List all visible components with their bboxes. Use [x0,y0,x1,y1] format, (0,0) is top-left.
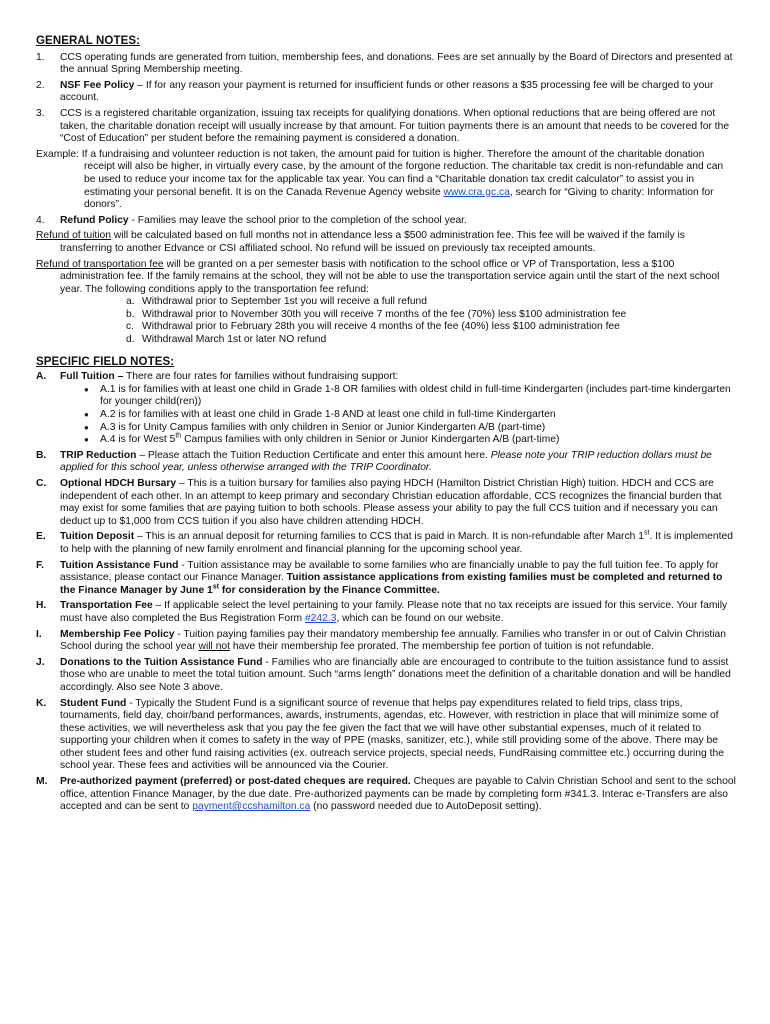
note-text: – If for any reason your payment is returned for insufficient funds or other reasons a $35 processing fee will be charged to your account. [60,79,714,104]
note-title: Pre-authorized payment (preferred) or post-dated cheques are required. [60,776,411,788]
note-title: Student Fund [60,697,127,709]
note-text-after: (no password needed due to AutoDeposit setting). [310,801,542,813]
note-underlined-text: will not [198,641,231,653]
rate-text: A.4 is for West 5 [100,434,176,446]
note-letter: J. [36,656,45,668]
note-letter: A. [36,371,47,383]
note-text: – Please attach the Tuition Reduction Certificate and enter this amount here. [136,449,491,461]
note-text: Cheques are payable to Calvin Christian School and sent to the school office, attention Finance Manager, by the due date. Pre-authorized payments can be made by completing form #341.3. Interac e-Transfers are also accepted and can be sent to [60,776,736,813]
cra-website-link[interactable]: www.cra.gc.ca [443,186,510,198]
example-text: Example: If a fundraising and volunteer reduction is not taken, the amount paid for tuition is higher. Therefore the amount of the charitable donation receipt will also be higher, in virtually every case, by the amount of the forgone reduction. The charitable tax credit is non-refundable and can be used to reduce your income tax for the applicable tax year. You can find a “Charitable donation tax credit calculator” to assist you in estimating your personal benefit. It is on the Canada Revenue Agency website [36,148,724,198]
ordinal-suffix: st [212,583,220,591]
note-title: Full Tuition – [60,371,124,383]
note-bold-text-after: for consideration by the Finance Committee. [219,584,440,596]
example-paragraph [0,149,736,212]
general-note-3 [36,108,736,146]
condition-item [126,309,736,322]
general-note-2 [36,80,736,105]
note-text: - Families may leave the school prior to the completion of the school year. [128,214,467,226]
note-letter: M. [36,776,48,788]
note-letter: H. [36,600,47,612]
condition-marker: b. [126,308,135,320]
note-title: NSF Fee Policy [60,79,135,91]
condition-text: Withdrawal prior to November 30th you will receive 7 months of the fee (70%) less $100 administration fee [142,308,627,320]
field-note-e [36,531,736,556]
document-page [36,35,736,817]
note-text-after: , which can be found on our website. [336,612,504,624]
note-title: Tuition Deposit [60,531,135,543]
payment-email-link[interactable]: payment@ccshamilton.ca [192,801,311,813]
note-text: - Typically the Student Fund is a significant source of revenue that helps pay expenditures related to field trips, class trips, tournaments, field day, choir/band performances, awards, instruments, agendas, etc. However, with restriction in place that will minimize some of these activities, we will nevertheless ask that you pay the fee given the fact that we will have other substantial expenses, much of it related to supporting your children when it comes to safety in the way of PPE (masks, sanitizer, etc.), while still providing some of the above. There may be other student fees and other fund raising activities (ex. outreach service projects, special needs, FundRaising committee etc.) occurring during the school year. These fees and activities will be announced via the Courier. [60,697,724,772]
note-number: 4. [36,214,45,226]
note-title: Transportation Fee [60,600,153,612]
general-note-4 [36,215,736,228]
field-note-a [36,371,736,447]
condition-item [126,334,736,347]
refund-transport-title: Refund of transportation fee [36,258,164,270]
note-title: Optional HDCH Bursary [60,478,177,489]
field-note-h [36,600,736,625]
note-text: – If applicable select the level pertaining to your family. Please note that no tax receipts are issued for this service. Your family must have also completed the Bus Registration Form [60,600,728,624]
condition-item [126,321,736,334]
note-number: 3. [36,107,45,119]
general-notes-heading: GENERAL NOTES: [36,35,141,47]
note-title: Membership Fee Policy [60,628,175,640]
note-letter: K. [36,697,47,709]
rate-text-after: Campus families with only children in Senior or Junior Kindergarten A/B (part-time) [181,434,560,446]
note-text: CCS operating funds are generated from tuition, membership fees, and donations. Fees are set annually by the Board of Directors and presented at the annual Spring Membership meeting. [60,51,733,76]
note-text: - Families who are financially able are encouraged to contribute to the tuition assistance fund to assist those who are unable to meet the total tuition amount. Such “arms length” donations meet the definition of a charitable donation and will be handled accordingly. Also see Note 3 above. [60,656,731,693]
note-text: – This is an annual deposit for returning families to CCS that is paid in March. It is non-refundable after March 1 [134,531,644,543]
refund-transport-text: will be granted on a per semester basis with notification to the school office or VP of Transportation, less a $100 administration fee. If the family remains at the school, they will not be able to use the transportation service again until the start of the next school year. The following conditions apply to the transportation fee refund: [60,258,720,295]
general-note-1 [36,52,736,77]
refund-of-transportation-paragraph [36,259,736,297]
note-bold-text: Tuition assistance applications from existing families must be completed and returned to the Finance Manager by June 1 [60,572,723,596]
tuition-rate-item: ● A.1 is for families with at least one child in Grade 1-8 OR families with oldest child in full-time Kindergarten (includes part-time kindergarten for younger child(ren)) [84,384,736,409]
note-letter: C. [36,478,47,489]
condition-marker: c. [126,321,135,333]
note-text-after: . It is implemented to help with the planning of new family enrolment and financial planning for the upcoming school year. [60,531,733,555]
note-text: – This is a tuition bursary for families also paying HDCH (Hamilton District Christian High) tuition. HDCH and CCS are independent of each other. In an attempt to keep primary and secondary Christian education affordable, CCS recognizes the financial burden that may exist for some families that are paying tuition to both schools. Please assess your ability to pay the full CCS tuition and if necessary you can deduct up to $1,000 from CCS tuition if you also have children attending HDCH. [60,478,722,527]
note-letter: F. [36,559,45,571]
note-number: 1. [36,51,45,63]
ordinal-suffix: th [175,432,182,440]
tuition-rate-list [60,384,736,447]
refund-tuition-title: Refund of tuition [36,230,111,242]
note-text: There are four rates for families without fundraising support: [123,371,399,383]
note-text: - Tuition paying families pay their mandatory membership fee annually. Families who transfer in or out of Calvin Christian School during the school year [60,628,726,653]
field-note-f [36,560,736,598]
note-title: TRIP Reduction [60,449,137,461]
example-text-after: , search for “Giving to charity: Information for donors”. [84,186,714,211]
condition-marker: d. [126,334,135,346]
note-title: Refund Policy [60,214,129,226]
note-text: CCS is a registered charitable organization, issuing tax receipts for qualifying donations. When optional reductions that are being offered are not taken, the charitable donation receipt will usually increase by that amount. For tuition payments there is an amount that needs to be covered for the “Cost of Education” per student before the remaining payment is considered a donation. [60,107,730,145]
note-letter: B. [36,449,47,461]
field-note-c [36,478,736,528]
refund-tuition-text: will be calculated based on full months not in attendance less a $500 administration fee. This fee will be waived if the family is transferring to another Edvance or CSI affiliated school. No refund will be issued on previously tax receipted amounts. [60,230,685,254]
note-letter: I. [36,628,42,640]
field-note-m [36,776,736,814]
condition-marker: a. [126,296,135,308]
field-note-j [36,657,736,695]
note-title: Donations to the Tuition Assistance Fund [60,656,263,668]
refund-of-tuition-paragraph [36,230,736,255]
field-note-b [36,450,736,475]
note-text: - Tuition assistance may be available to some families who are financially unable to pay the full tuition fee. To apply for assistance, please contact our Finance Manager. [60,559,719,584]
condition-text: Withdrawal March 1st or later NO refund [142,334,327,346]
note-title: Tuition Assistance Fund [60,559,179,571]
specific-field-notes-heading: SPECIFIC FIELD NOTES: [36,355,175,368]
ordinal-suffix: st [643,529,650,537]
tuition-rate-item [84,434,736,447]
field-note-i [36,629,736,654]
condition-item [126,296,736,309]
tuition-rate-item: ● A.3 is for Unity Campus families with only children in Senior or Junior Kindergarten A/B (part-time) [84,422,736,435]
note-letter: E. [36,531,46,543]
transportation-refund-conditions [36,296,736,346]
field-note-k [36,698,736,774]
condition-text: Withdrawal prior to September 1st you will receive a full refund [142,296,428,308]
bus-registration-form-link[interactable]: #242.3 [304,612,337,624]
tuition-rate-item: ● A.2 is for families with at least one child in Grade 1-8 AND at least one child in full-time Kindergarten [84,409,736,422]
note-italic-text: Please note your TRIP reduction dollars must be applied for this school year, unless otherwise arranged with the TRIP Coordinator. [60,449,712,474]
note-text-after: have their membership fee prorated. The membership fee portion of tuition is not refundable. [230,641,654,653]
condition-text: Withdrawal prior to February 28th you will receive 4 months of the fee (40%) less $100 administration fee [142,321,620,333]
note-number: 2. [36,79,45,91]
